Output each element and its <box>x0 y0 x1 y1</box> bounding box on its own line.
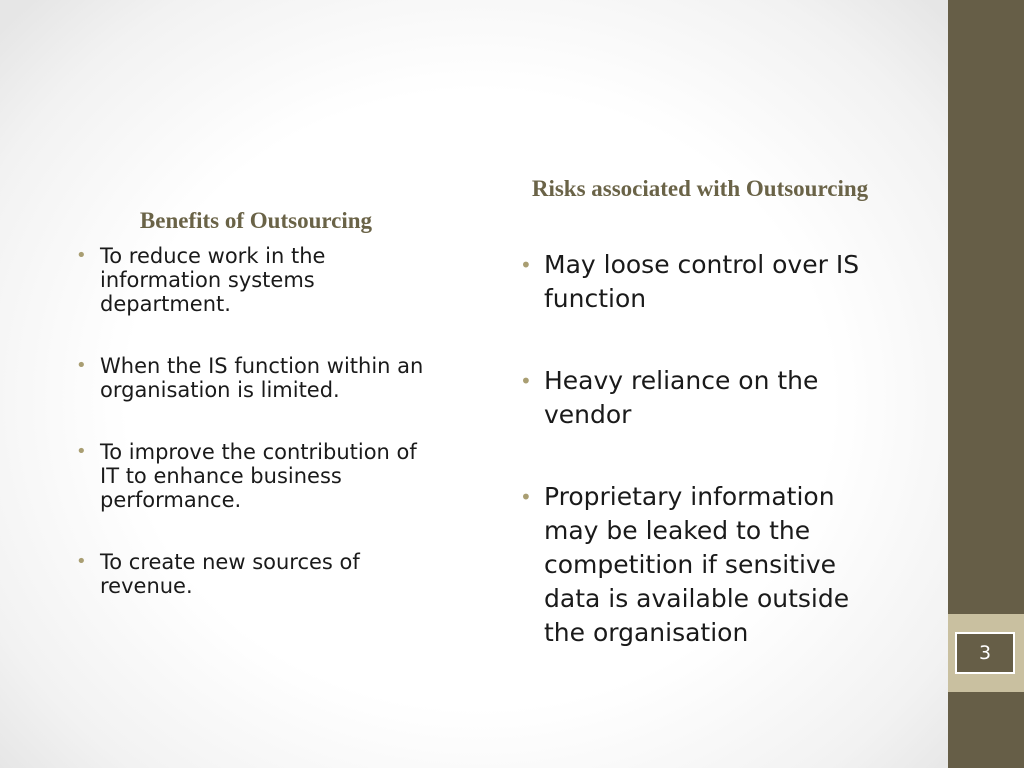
bullet-dot-icon: • <box>76 551 87 572</box>
list-item-text: To create new sources of revenue. <box>100 550 360 598</box>
page-number-band <box>948 614 1024 692</box>
risks-heading: Risks associated with Outsourcing <box>531 176 869 201</box>
list-item-text: Heavy reliance on the vendor <box>544 366 819 429</box>
bullet-dot-icon: • <box>520 485 532 509</box>
benefits-list <box>72 244 442 636</box>
list-item <box>516 248 896 316</box>
bullet-dot-icon: • <box>520 253 532 277</box>
list-item <box>72 244 442 316</box>
list-item <box>72 550 442 598</box>
list-item-text: Proprietary information may be leaked to the competition if sensitive data is available outside the organisation <box>544 482 850 647</box>
page-number: 3 <box>955 632 1015 674</box>
list-item <box>72 440 442 512</box>
list-item <box>72 354 442 402</box>
list-item-text: To improve the contribution of IT to enhance business performance. <box>100 440 417 512</box>
bullet-dot-icon: • <box>520 369 532 393</box>
list-item-text: When the IS function within an organisation is limited. <box>100 354 424 402</box>
risks-list <box>516 248 896 698</box>
list-item <box>516 364 896 432</box>
benefits-heading: Benefits of Outsourcing <box>139 208 373 233</box>
slide-sidebar <box>948 0 1024 768</box>
bullet-dot-icon: • <box>76 245 87 266</box>
bullet-dot-icon: • <box>76 355 87 376</box>
bullet-dot-icon: • <box>76 441 87 462</box>
list-item <box>516 480 896 650</box>
list-item-text: To reduce work in the information systems department. <box>100 244 326 316</box>
list-item-text: May loose control over IS function <box>544 250 860 313</box>
